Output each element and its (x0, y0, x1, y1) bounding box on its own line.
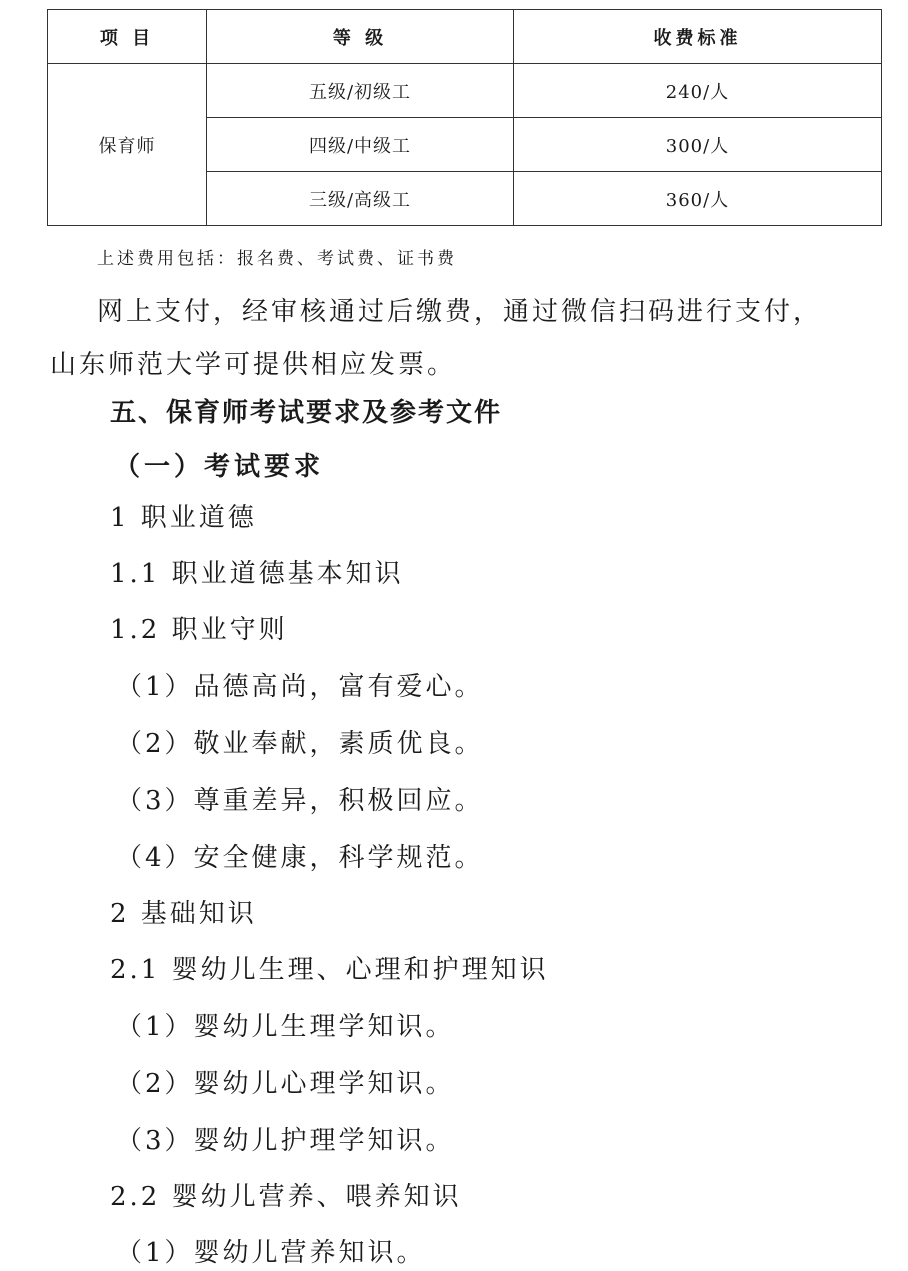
list-item: 1 职业道德 (110, 503, 257, 533)
header-level: 等 级 (207, 10, 514, 64)
fee-cell: 300/人 (514, 118, 882, 172)
list-item: （3）尊重差异，积极回应。 (116, 786, 484, 816)
list-item: （4）安全健康，科学规范。 (116, 843, 484, 873)
list-item: 1.1 职业道德基本知识 (110, 559, 404, 589)
list-item: （2）敬业奉献，素质优良。 (116, 729, 484, 759)
list-item: （1）婴幼儿营养知识。 (116, 1238, 426, 1268)
list-item: （2）婴幼儿心理学知识。 (116, 1069, 455, 1099)
list-item: 2.1 婴幼儿生理、心理和护理知识 (110, 955, 549, 985)
level-cell: 三级/高级工 (207, 172, 514, 226)
fee-table (47, 9, 882, 226)
table-header-row (48, 10, 882, 64)
header-fee: 收费标准 (514, 10, 882, 64)
level-cell: 五级/初级工 (207, 64, 514, 118)
payment-line-1: 网上支付，经审核通过后缴费，通过微信扫码进行支付， (97, 297, 823, 327)
project-cell: 保育师 (48, 64, 207, 226)
payment-line-2: 山东师范大学可提供相应发票。 (50, 350, 457, 380)
section-title: 五、保育师考试要求及参考文件 (110, 398, 503, 428)
subsection-title: （一）考试要求 (114, 452, 325, 482)
level-cell: 四级/中级工 (207, 118, 514, 172)
list-item: 2.2 婴幼儿营养、喂养知识 (110, 1182, 462, 1212)
list-item: 1.2 职业守则 (110, 615, 288, 645)
header-project: 项 目 (48, 10, 207, 64)
table-row (48, 64, 882, 118)
fee-note: 上述费用包括：报名费、考试费、证书费 (97, 249, 457, 269)
list-item: （1）婴幼儿生理学知识。 (116, 1012, 455, 1042)
list-item: 2 基础知识 (110, 899, 257, 929)
fee-cell: 240/人 (514, 64, 882, 118)
list-item: （3）婴幼儿护理学知识。 (116, 1126, 455, 1156)
fee-cell: 360/人 (514, 172, 882, 226)
list-item: （1）品德高尚，富有爱心。 (116, 672, 484, 702)
